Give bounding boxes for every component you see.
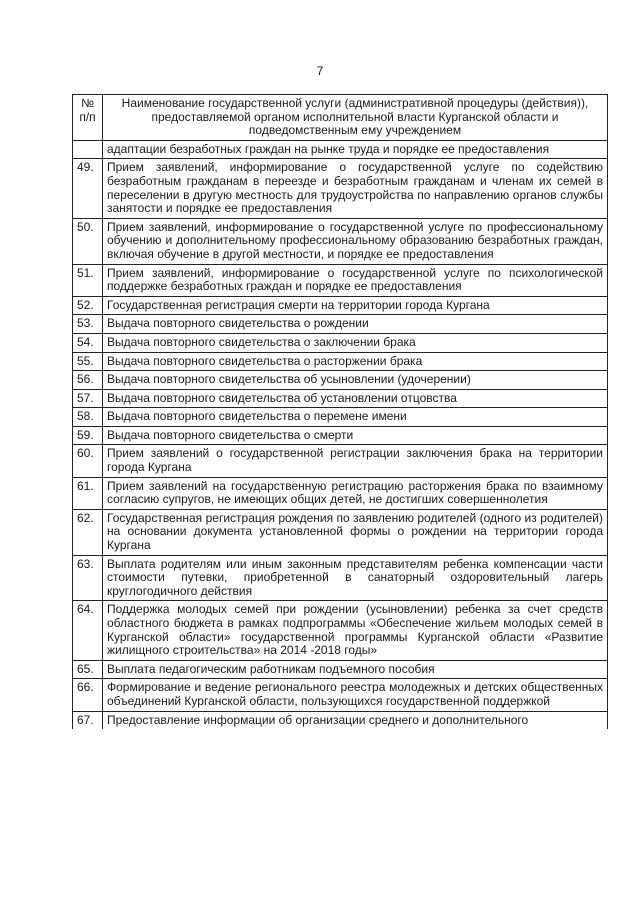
row-service-name-cell: Прием заявлений на государственную регистрацию расторжения брака по взаимному согласию супругов, не имеющих общих детей, не достигших совершеннолетия	[103, 477, 608, 509]
row-service-name-cell: Государственная регистрация смерти на территории города Кургана	[103, 296, 608, 315]
row-service-name-cell: Выдача повторного свидетельства о смерти	[103, 426, 608, 445]
row-number-cell	[73, 140, 103, 159]
row-service-name-cell: Предоставление информации об организации среднего и дополнительного	[103, 711, 608, 729]
row-service-name-cell: адаптации безработных граждан на рынке труда и порядке ее предоставления	[103, 140, 608, 159]
row-number-cell: 58.	[73, 408, 103, 427]
row-number-cell: 62.	[73, 509, 103, 555]
table-row	[73, 408, 608, 427]
table-row	[73, 445, 608, 477]
row-number-cell: 50.	[73, 218, 103, 264]
table-row	[73, 218, 608, 264]
row-service-name-cell: Выдача повторного свидетельства о заключении брака	[103, 333, 608, 352]
row-number-cell: 56.	[73, 371, 103, 390]
row-service-name-cell: Прием заявлений, информирование о государственной услуге по содействию безработным гражданам в переезде и безработным гражданам и членам их семей в переселении в другую местность для трудоустройства по направлению органов службы занятости и порядке ее предоставления	[103, 159, 608, 218]
header-name-cell: Наименование государственной услуги (административной процедуры (действия)), предоставляемой органом исполнительной власти Курганской области и подведомственным ему учреждением	[103, 95, 608, 141]
table-row	[73, 315, 608, 334]
row-number-cell: 67.	[73, 711, 103, 729]
table-row	[73, 159, 608, 218]
row-service-name-cell: Выдача повторного свидетельства о перемене имени	[103, 408, 608, 427]
row-service-name-cell: Прием заявлений, информирование о государственной услуге по психологической поддержке безработных граждан и порядке ее предоставления	[103, 264, 608, 296]
row-number-cell: 63.	[73, 555, 103, 601]
table-row	[73, 140, 608, 159]
table-row	[73, 296, 608, 315]
row-number-cell: 59.	[73, 426, 103, 445]
row-service-name-cell: Государственная регистрация рождения по заявлению родителей (одного из родителей) на основании документа установленной формы о рождении на территории города Кургана	[103, 509, 608, 555]
table-row	[73, 389, 608, 408]
page-number: 7	[316, 64, 324, 78]
table-row	[73, 371, 608, 390]
row-service-name-cell: Выдача повторного свидетельства о рождении	[103, 315, 608, 334]
row-service-name-cell: Выдача повторного свидетельства о расторжении брака	[103, 352, 608, 371]
row-number-cell: 49.	[73, 159, 103, 218]
row-number-cell: 54.	[73, 333, 103, 352]
row-number-cell: 61.	[73, 477, 103, 509]
row-number-cell: 66.	[73, 679, 103, 711]
row-number-cell: 65.	[73, 660, 103, 679]
row-service-name-cell: Выдача повторного свидетельства об усыновлении (удочерении)	[103, 371, 608, 390]
table-header-row	[73, 95, 608, 141]
row-number-cell: 55.	[73, 352, 103, 371]
row-number-cell: 53.	[73, 315, 103, 334]
row-service-name-cell: Выдача повторного свидетельства об установлении отцовства	[103, 389, 608, 408]
row-number-cell: 51.	[73, 264, 103, 296]
row-service-name-cell: Выплата педагогическим работникам подъемного пособия	[103, 660, 608, 679]
services-table	[72, 94, 608, 729]
table-row	[73, 711, 608, 729]
table-row	[73, 264, 608, 296]
table-row	[73, 660, 608, 679]
row-number-cell: 57.	[73, 389, 103, 408]
table-row	[73, 426, 608, 445]
row-service-name-cell: Прием заявлений о государственной регистрации заключения брака на территории города Кургана	[103, 445, 608, 477]
table-row	[73, 509, 608, 555]
row-number-cell: 60.	[73, 445, 103, 477]
table-row	[73, 555, 608, 601]
row-service-name-cell: Формирование и ведение регионального реестра молодежных и детских общественных объединений Курганской области, пользующихся государственной поддержкой	[103, 679, 608, 711]
table-row	[73, 477, 608, 509]
row-service-name-cell: Выплата родителям или иным законным представителям ребенка компенсации части стоимости путевки, приобретенной в санаторный оздоровительный лагерь круглогодичного действия	[103, 555, 608, 601]
row-number-cell: 64.	[73, 601, 103, 660]
table-row	[73, 601, 608, 660]
table-row	[73, 352, 608, 371]
table-row	[73, 679, 608, 711]
row-number-cell: 52.	[73, 296, 103, 315]
row-service-name-cell: Прием заявлений, информирование о государственной услуге по профессиональному обучению и дополнительному профессиональному образованию безработных граждан, включая обучение в другой местности, и порядке ее предоставления	[103, 218, 608, 264]
table-row	[73, 333, 608, 352]
row-service-name-cell: Поддержка молодых семей при рождении (усыновлении) ребенка за счет средств областного бюджета в рамках подпрограммы «Обеспечение жильем молодых семей в Курганской области» государственной программы Курганской области «Развитие жилищного строительства» на 2014 -2018 годы»	[103, 601, 608, 660]
header-number-cell: № п/п	[73, 95, 103, 141]
